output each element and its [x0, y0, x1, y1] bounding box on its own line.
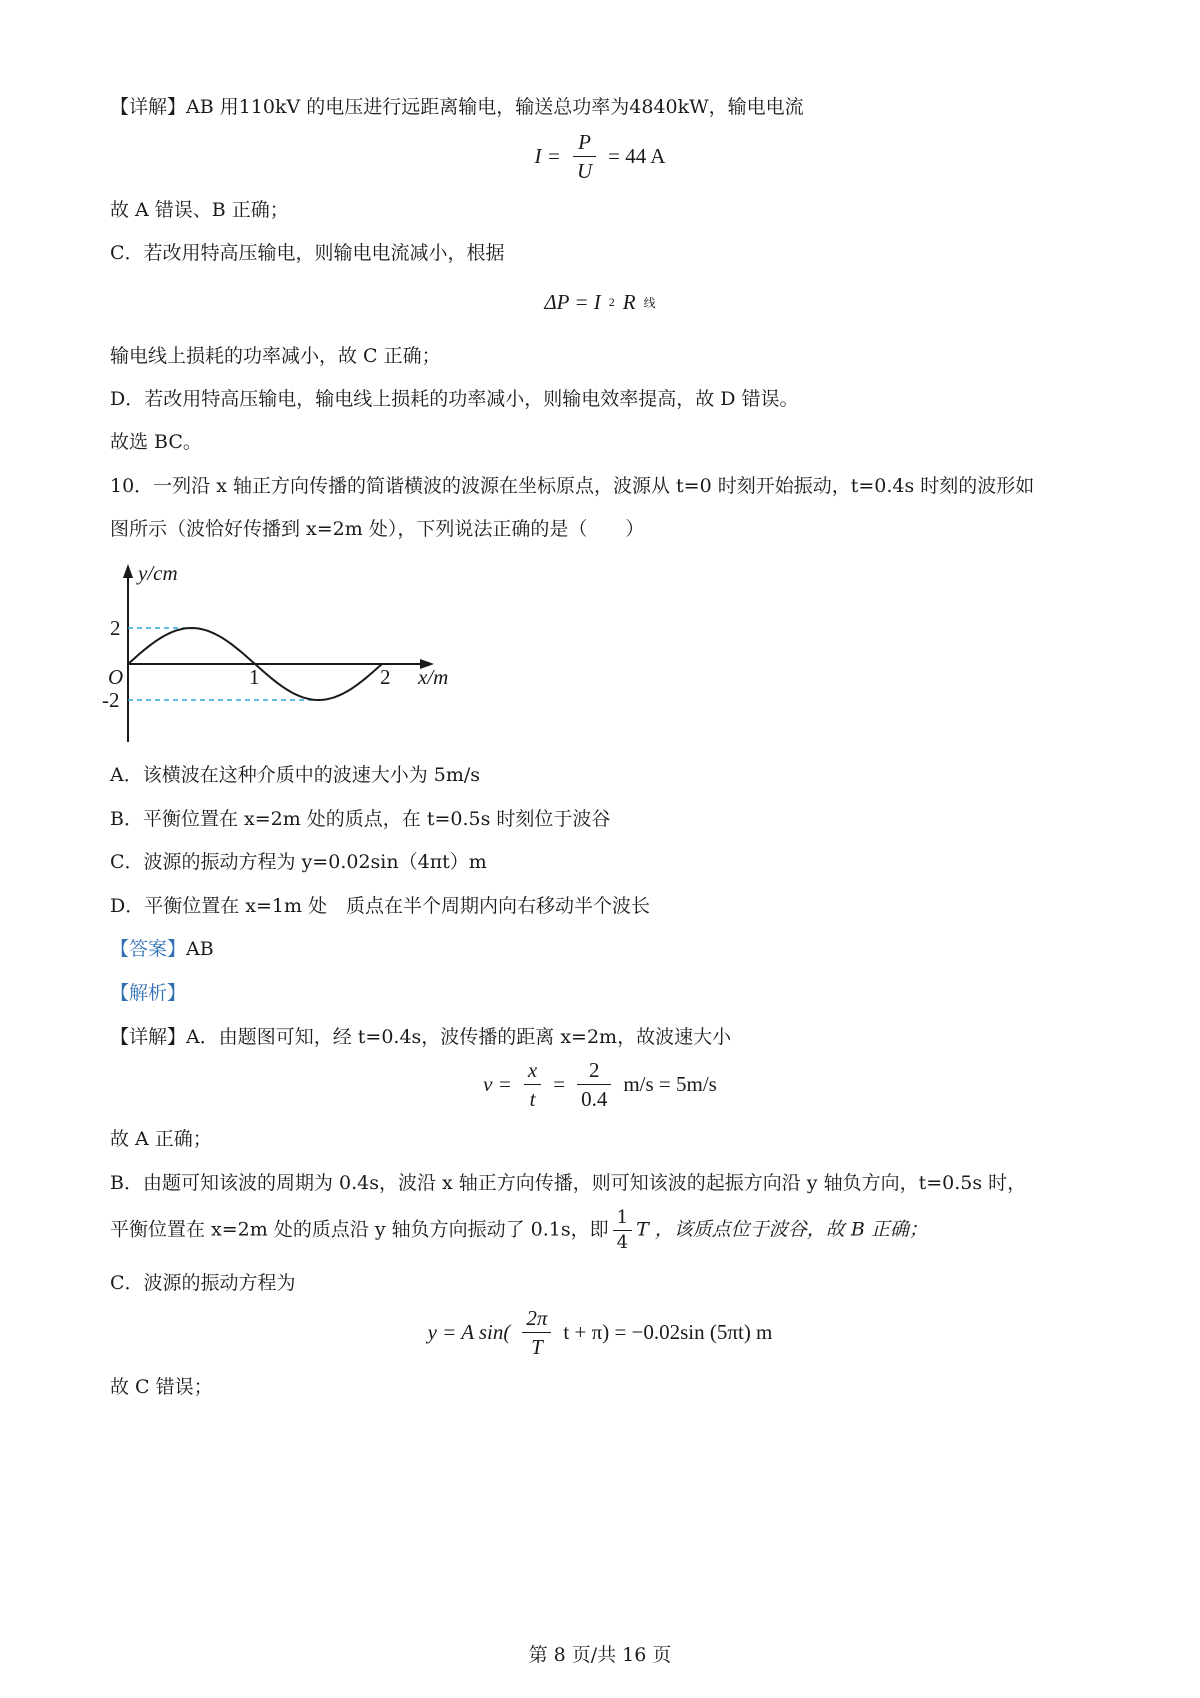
analysis-tag: 【解析】 — [110, 982, 187, 1004]
equation-current — [0, 130, 1200, 183]
analysis-line-4-part-1: 平衡位置在 x=2m 处的质点沿 y 轴负方向振动了 0.1s，即 — [110, 1218, 609, 1241]
fraction-numerator: 2π — [522, 1306, 551, 1333]
fraction-p-over-u — [573, 130, 596, 183]
eq-lhs: y = A sin( — [427, 1320, 511, 1344]
answer-line — [110, 936, 214, 962]
fraction-numerator: P — [573, 130, 596, 157]
y-axis-arrow — [123, 564, 133, 578]
x-axis-label: x/m — [418, 665, 449, 689]
fraction-denominator: T — [531, 1335, 543, 1359]
equation-power-loss — [0, 290, 1200, 315]
y-axis-label: y/cm — [138, 561, 178, 585]
eq-rhs: m/s = 5m/s — [623, 1072, 717, 1096]
detail-line-5: D．若改用特高压输电，输电线上损耗的功率减小，则输电效率提高，故 D 错误。 — [110, 388, 799, 410]
fraction-numerator: x — [524, 1058, 541, 1085]
option-c: C．波源的振动方程为 y=0.02sin（4πt）m — [110, 851, 487, 873]
question-10-line-1: 10．一列沿 x 轴正方向传播的简谐横波的波源在坐标原点，波源从 t=0 时刻开始振动，t=0.4s 时刻的波形如 — [110, 475, 1035, 497]
detail-line-6: 故选 BC。 — [110, 431, 202, 453]
eq-sub: 线 — [643, 296, 656, 310]
analysis-line-5: C．波源的振动方程为 — [110, 1272, 296, 1294]
fraction-one-quarter — [613, 1208, 632, 1253]
eq-rhs: = 44 A — [608, 144, 666, 168]
analysis-line-4 — [110, 1208, 928, 1253]
detail-line-3: C．若改用特高压输电，则输电电流减小，根据 — [110, 242, 505, 264]
equation-vibration — [0, 1306, 1200, 1359]
option-b: B．平衡位置在 x=2m 处的质点，在 t=0.5s 时刻位于波谷 — [110, 808, 611, 830]
fraction-2pi-over-t — [522, 1306, 551, 1359]
fraction-x-over-t — [524, 1058, 541, 1111]
wave-graph — [100, 558, 460, 748]
fraction-numerator: 1 — [613, 1208, 632, 1231]
eq-lhs: ΔP = I — [544, 290, 601, 314]
option-d: D．平衡位置在 x=1m 处 质点在半个周期内向右移动半个波长 — [110, 895, 651, 917]
equation-velocity — [0, 1058, 1200, 1111]
origin-label: O — [108, 665, 124, 689]
detail-line-1: 【详解】AB 用110kV 的电压进行远距离输电，输送总功率为4840kW，输电电流 — [110, 96, 804, 118]
answer-tag: 【答案】 — [110, 938, 187, 960]
analysis-line-2: 故 A 正确； — [110, 1128, 212, 1150]
fraction-denominator: U — [576, 159, 593, 183]
fraction-numerator: 2 — [577, 1058, 611, 1085]
x-tick-label: 2 — [380, 665, 391, 689]
eq-rhs: t + π) = −0.02sin (5πt) m — [563, 1320, 773, 1344]
fraction-2-over-0.4 — [577, 1058, 611, 1111]
eq-equals: = — [553, 1072, 566, 1096]
eq-r: R — [622, 290, 636, 314]
eq-lhs: I = — [534, 144, 561, 168]
fraction-denominator: 0.4 — [581, 1087, 608, 1111]
eq-sup: 2 — [608, 295, 615, 309]
fraction-denominator: t — [529, 1087, 536, 1111]
detail-line-2: 故 A 错误、B 正确； — [110, 199, 289, 221]
answer-value: AB — [186, 938, 214, 960]
page-footer: 第 8 页/共 16 页 — [528, 1644, 672, 1666]
analysis-line-4-part-2: T ，该质点位于波谷，故 B 正确； — [636, 1218, 928, 1241]
option-a: A．该横波在这种介质中的波速大小为 5m/s — [110, 764, 481, 786]
x-tick-label: 1 — [249, 665, 260, 689]
analysis-line-6: 故 C 错误； — [110, 1376, 213, 1398]
analysis-line-3: B．由题可知该波的周期为 0.4s，波沿 x 轴正方向传播，则可知该波的起振方向沿 y 轴负方向，t=0.5s 时， — [110, 1172, 1027, 1194]
y-tick-label: 2 — [110, 616, 121, 640]
fraction-denominator: 4 — [616, 1232, 629, 1253]
question-10-line-2: 图所示（波恰好传播到 x=2m 处），下列说法正确的是（ ） — [110, 518, 645, 540]
analysis-line-1: 【详解】A．由题图可知，经 t=0.4s，波传播的距离 x=2m，故波速大小 — [110, 1026, 732, 1048]
y-tick-label: -2 — [102, 688, 120, 712]
eq-lhs: v = — [483, 1072, 512, 1096]
detail-line-4: 输电线上损耗的功率减小，故 C 正确； — [110, 345, 441, 367]
